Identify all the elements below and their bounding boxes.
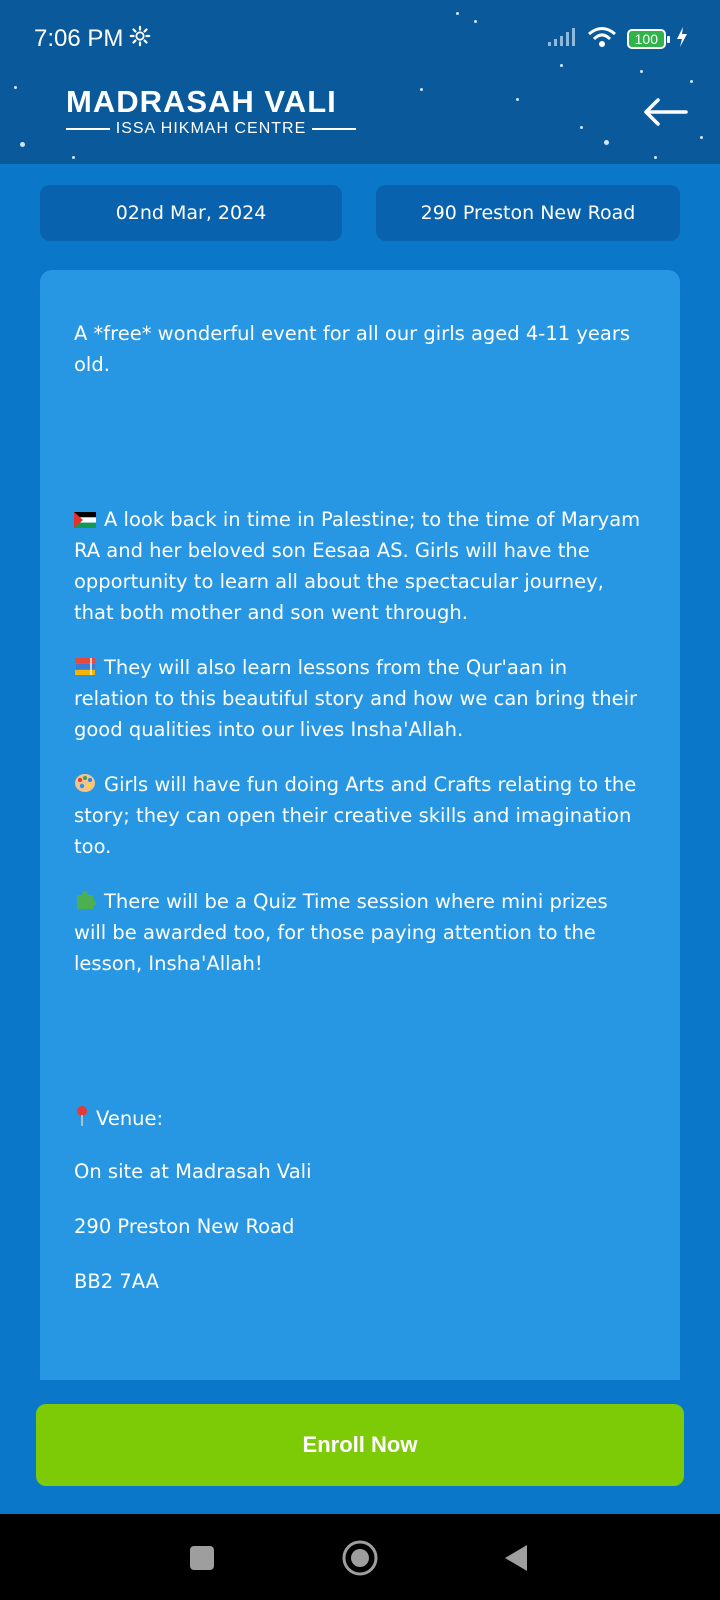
- status-time-group: [34, 25, 151, 54]
- status-time: 7:06 PM: [34, 25, 124, 52]
- gear-icon: [129, 25, 151, 54]
- event-address: 290 Preston New Road: [376, 185, 680, 241]
- recents-button[interactable]: [180, 1536, 224, 1580]
- home-button[interactable]: [338, 1536, 382, 1580]
- battery-icon: 100: [627, 29, 666, 49]
- point-text: There will be a Quiz Time session where mini prizes will be awarded too, for those paying attention to the lesson, Insha'Allah!: [74, 890, 608, 975]
- description-point-quiz: [74, 886, 646, 979]
- books-icon: [74, 654, 96, 674]
- status-icons: [547, 26, 688, 52]
- back-nav-button[interactable]: [494, 1536, 538, 1580]
- divider: [312, 128, 356, 130]
- circle-icon: [341, 1539, 379, 1577]
- venue-line-1: On site at Madrasah Vali: [74, 1160, 312, 1183]
- logo-subtitle-row: [66, 120, 356, 138]
- venue-line-3: BB2 7AA: [74, 1270, 159, 1293]
- star-decoration: [690, 80, 693, 83]
- event-description-card: [40, 270, 680, 1380]
- star-decoration: [72, 156, 75, 159]
- point-text: A look back in time in Palestine; to the time of Maryam RA and her beloved son Eesaa AS. Girls will have the opportunity to learn all about the spectacular journey, that both mother and son went through.: [74, 508, 641, 624]
- square-icon: [189, 1545, 215, 1571]
- star-decoration: [700, 136, 703, 139]
- description-point-arts: [74, 769, 646, 862]
- venue-line-2: 290 Preston New Road: [74, 1215, 295, 1238]
- venue-heading: [74, 1103, 646, 1134]
- logo-subtitle: ISSA HIKMAH CENTRE: [115, 120, 307, 137]
- app-logo: [66, 86, 356, 138]
- venue-label: Venue:: [96, 1107, 164, 1130]
- enroll-now-button[interactable]: Enroll Now: [36, 1404, 684, 1486]
- charging-icon: [676, 26, 688, 52]
- arrow-left-icon: [642, 97, 688, 127]
- app-header: [0, 0, 720, 164]
- star-decoration: [20, 142, 25, 147]
- star-decoration: [516, 98, 519, 101]
- star-decoration: [604, 140, 609, 145]
- divider: [66, 128, 110, 130]
- triangle-back-icon: [503, 1543, 529, 1573]
- star-decoration: [420, 88, 423, 91]
- wifi-icon: [587, 26, 617, 52]
- description-point-quran: [74, 652, 646, 745]
- point-text: They will also learn lessons from the Qur'aan in relation to this beautiful story and how we can bring their good qualities into our lives Insha'Allah.: [74, 656, 638, 741]
- description-intro: A *free* wonderful event for all our girls aged 4-11 years old.: [74, 322, 630, 376]
- back-button[interactable]: [640, 92, 690, 132]
- star-decoration: [14, 86, 17, 89]
- puzzle-piece-icon: [74, 888, 96, 908]
- point-text: Girls will have fun doing Arts and Crafts relating to the story; they can open their creative skills and imagination too.: [74, 773, 637, 858]
- pin-icon: [74, 1105, 90, 1125]
- star-decoration: [580, 126, 583, 129]
- event-date: 02nd Mar, 2024: [40, 185, 342, 241]
- description-point-palestine: [74, 504, 646, 628]
- star-decoration: [654, 156, 657, 159]
- artist-palette-icon: [74, 771, 96, 791]
- logo-title: MADRASAH VALI: [66, 84, 337, 119]
- status-bar: [0, 0, 720, 78]
- palestine-flag-icon: [74, 506, 96, 526]
- signal-icon: [547, 27, 577, 51]
